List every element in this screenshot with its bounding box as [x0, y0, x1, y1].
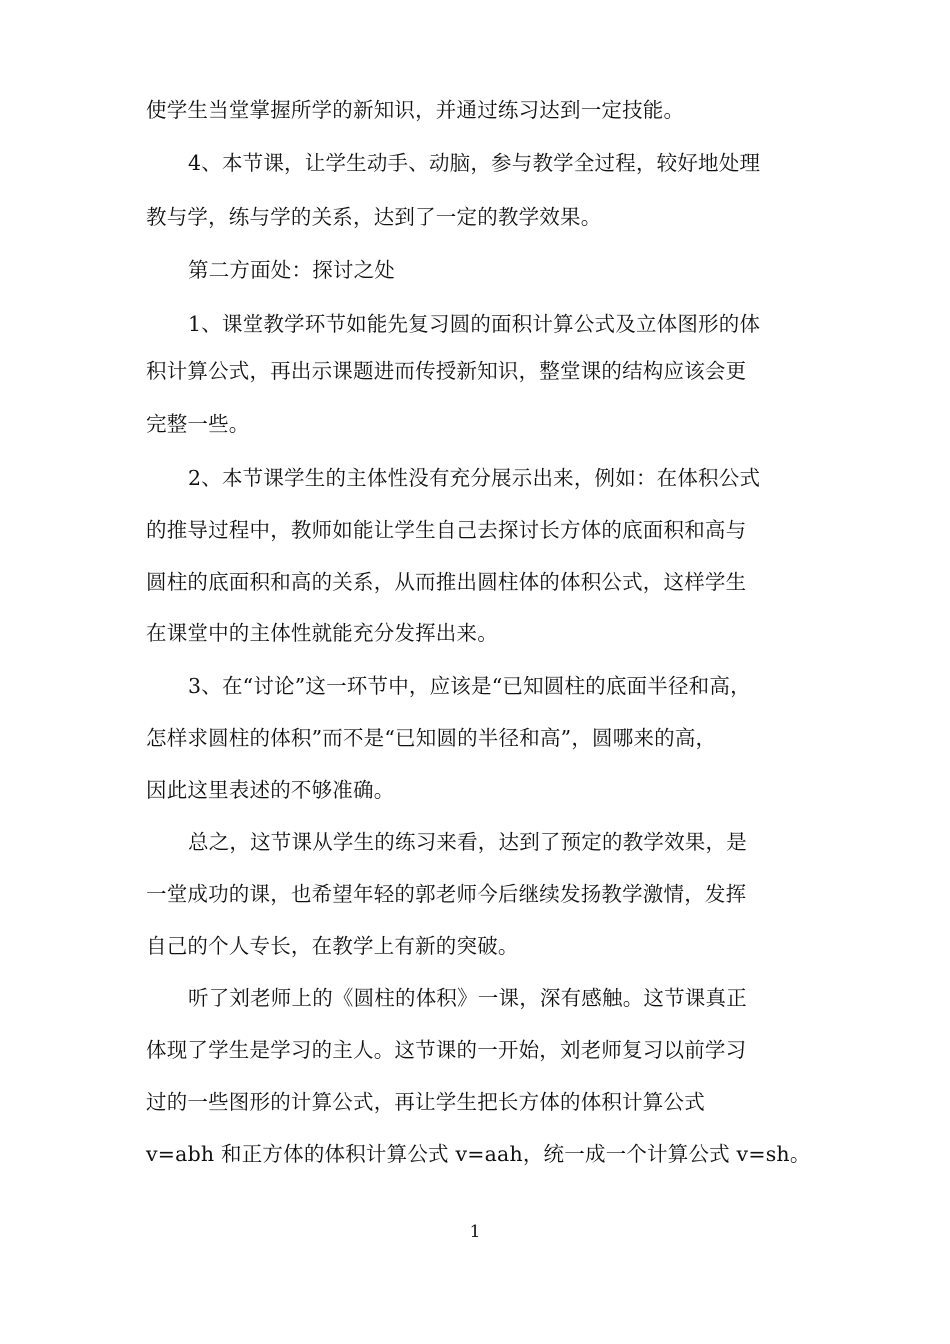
text-line: 因此这里表述的不够准确。 — [146, 778, 395, 802]
text-line: 的推导过程中，教师如能让学生自己去探讨长方体的底面积和高与 — [146, 518, 747, 542]
text-line: 4、本节课，让学生动手、动脑，参与教学全过程，较好地处理 — [188, 151, 761, 175]
text-line: 积计算公式，再出示课题进而传授新知识，整堂课的结构应该会更 — [146, 359, 747, 383]
text-line: 体现了学生是学习的主人。这节课的一开始，刘老师复习以前学习 — [146, 1038, 747, 1062]
text-line: 2、本节课学生的主体性没有充分展示出来，例如：在体积公式 — [188, 466, 761, 490]
text-line: 1、课堂教学环节如能先复习圆的面积计算公式及立体图形的体 — [188, 312, 761, 336]
text-line: 过的一些图形的计算公式，再让学生把长方体的体积计算公式 — [146, 1090, 705, 1114]
text-line: 完整一些。 — [146, 412, 250, 436]
text-line: 教与学，练与学的关系，达到了一定的教学效果。 — [146, 205, 602, 229]
text-line: 使学生当堂掌握所学的新知识，并通过练习达到一定技能。 — [146, 98, 685, 122]
text-line: 圆柱的底面积和高的关系，从而推出圆柱体的体积公式，这样学生 — [146, 570, 747, 594]
text-line: 在课堂中的主体性就能充分发挥出来。 — [146, 621, 498, 645]
text-line: v=abh 和正方体的体积计算公式 v=aah，统一成一个计算公式 v=sh。 — [146, 1142, 811, 1166]
section-heading: 第二方面处：探讨之处 — [188, 258, 395, 282]
text-line: 一堂成功的课，也希望年轻的郭老师今后继续发扬教学激情，发挥 — [146, 882, 747, 906]
text-line: 听了刘老师上的《圆柱的体积》一课，深有感触。这节课真正 — [188, 986, 747, 1010]
text-line: 3、在“讨论”这一环节中，应该是“已知圆柱的底面半径和高， — [188, 674, 751, 698]
page-number: 1 — [469, 1222, 481, 1242]
text-line: 怎样求圆柱的体积”而不是“已知圆的半径和高”，圆哪来的高， — [146, 726, 717, 750]
text-line: 总之，这节课从学生的练习来看，达到了预定的教学效果，是 — [188, 830, 747, 854]
text-line: 自己的个人专长，在教学上有新的突破。 — [146, 934, 519, 958]
